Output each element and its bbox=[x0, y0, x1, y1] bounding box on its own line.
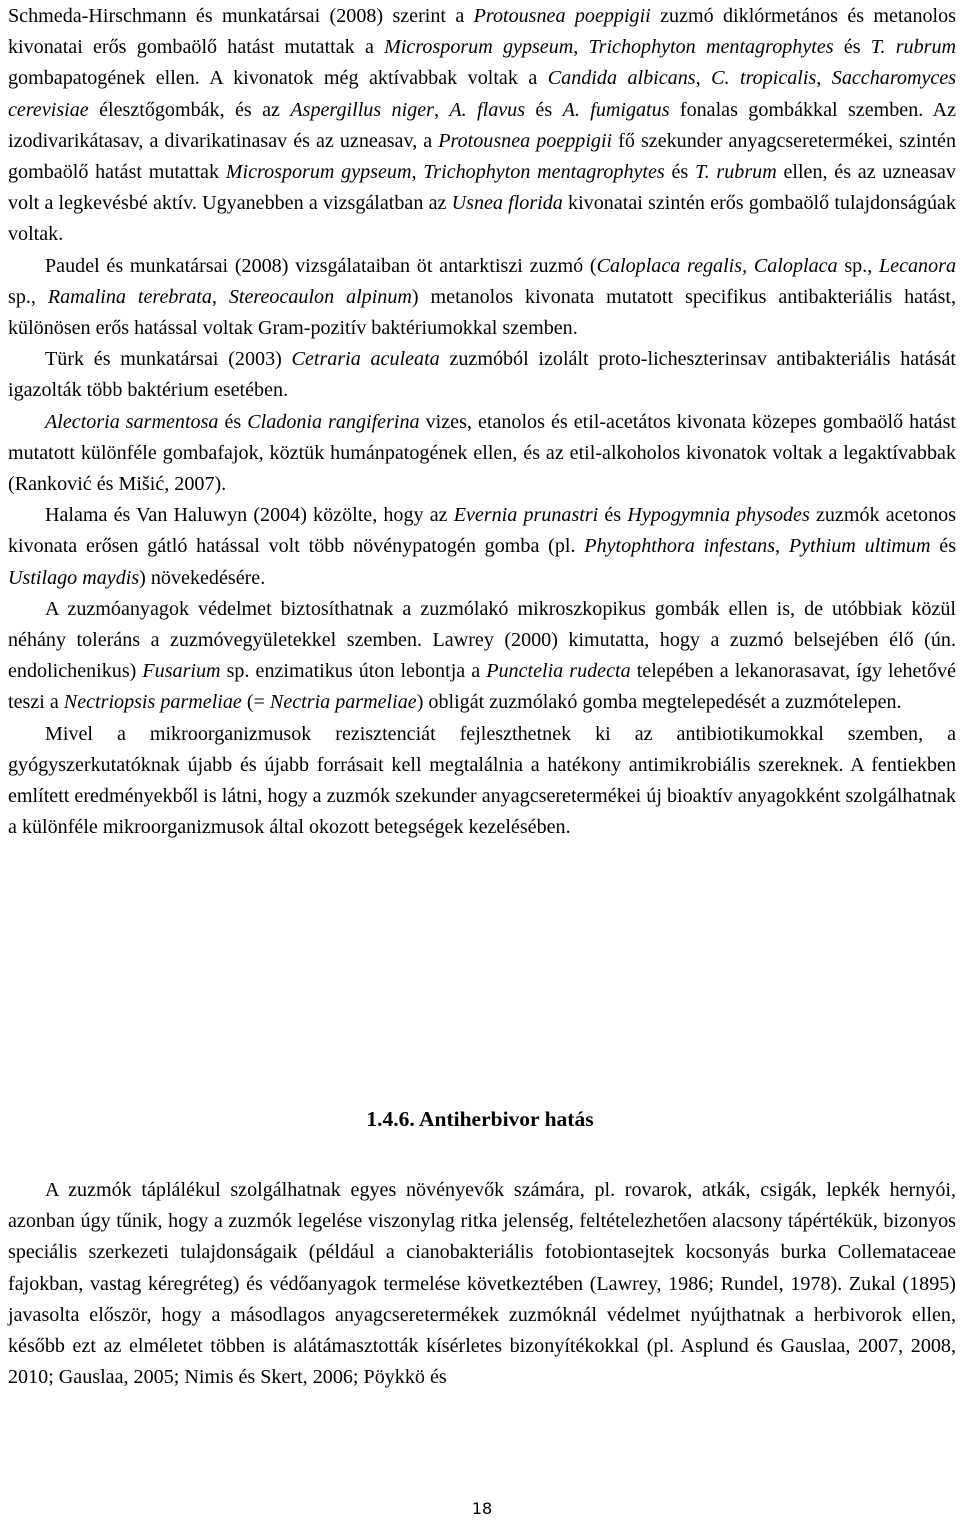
italic-term: Protousnea poeppigii bbox=[438, 129, 613, 152]
italic-term: Trichophyton mentagrophytes bbox=[588, 36, 834, 59]
italic-term: Nectria parmeliae bbox=[269, 691, 417, 714]
paragraph-lawrey: A zuzmóanyagok védelmet biztosíthatnak a zuzmólakó mikroszkopikus gombák ellen is, de utóbbiak közül néhány toleráns a zuzmóvegyületekkel szemben. Lawrey (2000) kimutatta, hogy a zuzmó belsejében élő (ún. endolichenikus) Fusarium sp. enzimatikus úton lebontja a Punctelia rudecta telepében a lekanorasavat, így lehetővé teszi a Nectriopsis parmeliae (= Nectria parmeliae) obligát zuzmólakó gomba megtelepedését a zuzmótelepen. bbox=[8, 597, 957, 714]
italic-term: Pythium ultimum bbox=[788, 535, 931, 558]
paragraph-antiherbivor: A zuzmók táplálékul szolgálhatnak egyes növényevők számára, pl. rovarok, atkák, csigák, lepkék hernyói, azonban úgy tűnik, hogy a zuzmók legelése viszonylag ritka jelenség, feltételezhetően alacsony tápértékük, bizonyos speciális szerkezeti tulajdonságaik (például a cianobakteriális fotobiontasejtek kocsonyás burka Collemataceae fajokban, vastag kéregréteg) és védőanyagok termelése következtében (Lawrey, 1986; Rundel, 1978). Zukal (1895) javasolta először, hogy a másodlagos anyagcseretermékek zuzmóknál védelmet nyújthatnak a herbivorok ellen, később ezt az elméletet többen is alátámasztották kísérletes bizonyítékokkal (pl. Asplund és Gauslaa, 2007, 2008, 2010; Gauslaa, 2005; Nimis és Skert, 2006; Pöykkö és bbox=[8, 1179, 956, 1389]
italic-term: Aspergillus niger bbox=[290, 98, 434, 121]
paragraph-mivel: Mivel a mikroorganizmusok rezisztenciát fejleszthetnek ki az antibiotikumokkal szemben, a gyógyszerkutatóknak újabb és újabb forrásait kell megtalálnia a hatékony antimikrobiális szereknek. A fentiekben említett eredményekből is látni, hogy a zuzmók szekunder anyagcseretermékei új bioaktív anyagokként szolgálhatnak a különféle mikroorganizmusok által okozott betegségek kezelésében. bbox=[8, 722, 956, 839]
paragraph-alectoria: Alectoria sarmentosa és Cladonia rangiferina vizes, etanolos és etil-acetátos kivonata közepes gombaölő hatást mutatott különféle gombafajok, köztük humánpatogének ellen, és az etil-alkoholos kivonatok voltak a legaktívabbak (Ranković és Mišić, 2007). bbox=[8, 410, 956, 496]
italic-term: Ustilago maydis bbox=[8, 566, 140, 589]
italic-term: Stereocaulon alpinum bbox=[228, 285, 412, 308]
page-number: 18 bbox=[471, 1499, 493, 1518]
italic-term: Punctelia rudecta bbox=[486, 660, 631, 683]
paragraph-paudel: Paudel és munkatársai (2008) vizsgálataiban öt antarktiszi zuzmó (Caloplaca regalis, Caloplaca sp., Lecanora sp., Ramalina terebrata, Stereocaulon alpinum) metanolos kivonata mutatott specifikus antibakteriális hatást, különösen erős hatással voltak Gram-pozitív baktériumokkal szemben. bbox=[8, 254, 957, 340]
section-body-text bbox=[8, 1175, 956, 1393]
italic-term: Lecanora bbox=[878, 254, 957, 277]
paragraph-turk: Türk és munkatársai (2003) Cetraria aculeata zuzmóból izolált proto-licheszterinsav antibakteriális hatását igazolták több baktérium esetében. bbox=[8, 348, 956, 402]
italic-term: A. fumigatus bbox=[562, 98, 670, 121]
italic-term: Hypogymnia physodes bbox=[627, 504, 810, 527]
body-text bbox=[8, 1, 956, 843]
italic-term: Protousnea poeppigii bbox=[473, 5, 651, 27]
paragraph-schmeda-hirschmann: Schmeda-Hirschmann és munkatársai (2008) szerint a Protousnea poeppigii zuzmó diklórmetános és metanolos kivonatai erős gombaölő hatást mutattak a Microsporum gypseum, Trichophyton mentagrophytes és T. rubrum gombapatogének ellen. A kivonatok még aktívabbak voltak a Candida albicans, C. tropicalis, Saccharomyces cerevisiae élesztőgombák, és az Aspergillus niger, A. flavus és A. fumigatus fonalas gombákkal szemben. Az izodivarikátasav, a divarikatinasav és az uzneasav, a Protousnea poeppigii fő szekunder anyagcseretermékei, szintén gombaölő hatást mutattak Microsporum gypseum, Trichophyton mentagrophytes és T. rubrum ellen, és az uzneasav volt a legkevésbé aktív. Ugyanebben a vizsgálatban az Usnea florida kivonatai szintén erős gombaölő tulajdonságúak voltak. bbox=[8, 5, 957, 246]
italic-term: T. rubrum bbox=[870, 36, 957, 59]
italic-term: Evernia prunastri bbox=[453, 504, 599, 527]
italic-term: Phytophthora infestans bbox=[584, 535, 776, 558]
italic-term: Cetraria aculeata bbox=[291, 348, 440, 371]
italic-term: C. tropicalis bbox=[711, 67, 817, 90]
italic-term: Saccharomyces cerevisiae bbox=[8, 67, 957, 121]
paragraph-halama: Halama és Van Haluwyn (2004) közölte, hogy az Evernia prunastri és Hypogymnia physodes zuzmók acetonos kivonata erősen gátló hatással volt több növénypatogén gomba (pl. Phytophthora infestans, Pythium ultimum és Ustilago maydis) növekedésére. bbox=[8, 504, 957, 589]
italic-term: Microsporum gypseum bbox=[225, 161, 412, 184]
italic-term: Cladonia rangiferina bbox=[247, 410, 420, 433]
italic-term: Usnea florida bbox=[451, 192, 563, 215]
italic-term: Caloplaca regalis bbox=[596, 254, 743, 277]
italic-term: Ramalina terebrata bbox=[47, 285, 212, 308]
italic-term: T. rubrum bbox=[694, 161, 777, 184]
italic-term: Nectriopsis parmeliae bbox=[63, 691, 242, 714]
section-heading: 1.4.6. Antiherbivor hatás bbox=[366, 1107, 594, 1131]
italic-term: Caloplaca bbox=[753, 254, 838, 277]
italic-term: Fusarium bbox=[142, 660, 221, 683]
italic-term: Candida albicans bbox=[547, 67, 696, 90]
italic-term: Alectoria sarmentosa bbox=[45, 410, 219, 433]
italic-term: Microsporum gypseum bbox=[384, 36, 574, 59]
italic-term: A. flavus bbox=[449, 98, 526, 121]
italic-term: Trichophyton mentagrophytes bbox=[423, 161, 665, 184]
